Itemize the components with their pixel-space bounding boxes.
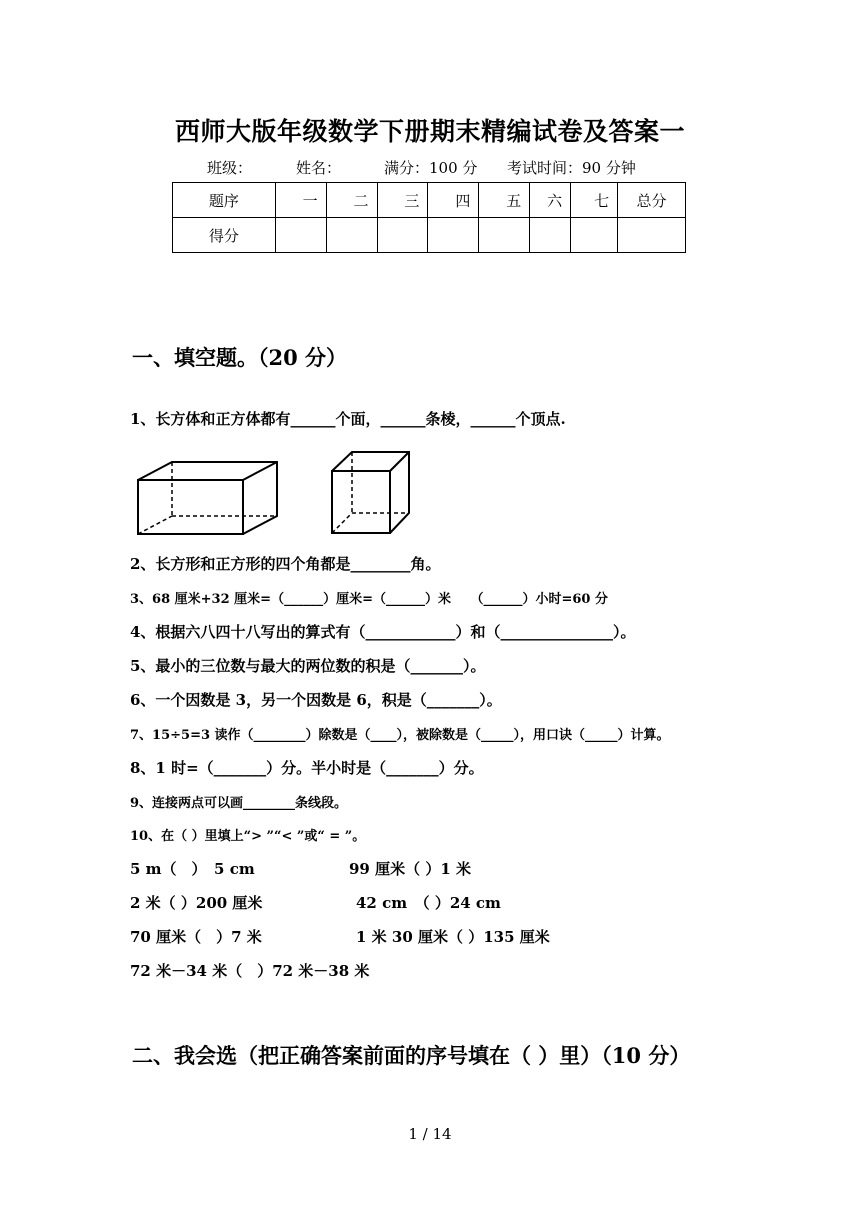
cube-icon (332, 452, 409, 533)
score-table (172, 182, 686, 253)
question-6: 6、一个因数是 3，另一个因数是 6，积是（_______）。 (130, 691, 502, 709)
header-cell: 四 (428, 183, 479, 218)
page-title: 西师大版年级数学下册期末精编试卷及答案一 (174, 117, 685, 146)
score-cell[interactable] (377, 218, 428, 253)
score-cell[interactable] (618, 218, 686, 253)
compare-item: 1 米 30 厘米（ ）135 厘米 (356, 928, 550, 946)
score-cell[interactable] (571, 218, 618, 253)
name-label: 姓名： (296, 159, 342, 177)
page-number: 1 / 14 (408, 1125, 452, 1143)
section1-title: 一、填空题。（20 分） (132, 345, 348, 370)
header-cell: 二 (326, 183, 377, 218)
score-cell[interactable] (275, 218, 326, 253)
class-label: 班级： (207, 159, 253, 177)
question-10: 10、在（ ）里填上“> ”“< ”或“ = ”。 (130, 829, 366, 844)
full-score-label: 满分：100 分 (384, 159, 478, 177)
compare-item: 99 厘米（ ）1 米 (349, 860, 471, 878)
question-5: 5、最小的三位数与最大的两位数的积是（_______）。 (130, 657, 486, 675)
exam-time-label: 考试时间：90 分钟 (507, 159, 636, 177)
cuboid-icon (138, 462, 277, 534)
section2-title: 二、我会选（把正确答案前面的序号填在（ ）里）（10 分） (132, 1043, 691, 1068)
compare-item: 5 m（ ） 5 cm (130, 860, 255, 878)
score-cell[interactable] (326, 218, 377, 253)
header-cell: 三 (377, 183, 428, 218)
score-cell[interactable] (530, 218, 571, 253)
header-cell: 题序 (173, 183, 276, 218)
header-cell: 七 (571, 183, 618, 218)
header-cell: 六 (530, 183, 571, 218)
score-row-label: 得分 (173, 218, 276, 253)
compare-item: 2 米（ ）200 厘米 (130, 894, 263, 912)
question-2: 2、长方形和正方形的四个角都是________角。 (130, 555, 441, 573)
header-cell: 五 (479, 183, 530, 218)
header-cell: 一 (275, 183, 326, 218)
question-7: 7、15÷5=3 读作（________）除数是（____），被除数是（_____），用口诀（_____）计算。 (130, 728, 670, 743)
score-table-header-row (173, 183, 686, 218)
question-8: 8、1 时=（_______）分。半小时是（_______）分。 (130, 759, 484, 777)
question-4: 4、根据六八四十八写出的算式有（____________）和（_______________）。 (130, 623, 636, 641)
score-cell[interactable] (428, 218, 479, 253)
header-cell: 总分 (618, 183, 686, 218)
cuboid-cube-figure (130, 448, 420, 538)
score-table-score-row (173, 218, 686, 253)
compare-item: 42 cm （ ）24 cm (356, 894, 501, 912)
compare-item: 72 米－34 米（ ）72 米－38 米 (130, 962, 370, 980)
question-9: 9、连接两点可以画________条线段。 (130, 796, 348, 811)
question-1: 1、长方体和正方体都有______个面，______条棱，______个顶点. (130, 410, 566, 428)
score-cell[interactable] (479, 218, 530, 253)
question-3: 3、68 厘米+32 厘米=（______）厘米=（______）米 （______）小时=60 分 (130, 592, 608, 607)
compare-item: 70 厘米（ ）7 米 (130, 928, 262, 946)
